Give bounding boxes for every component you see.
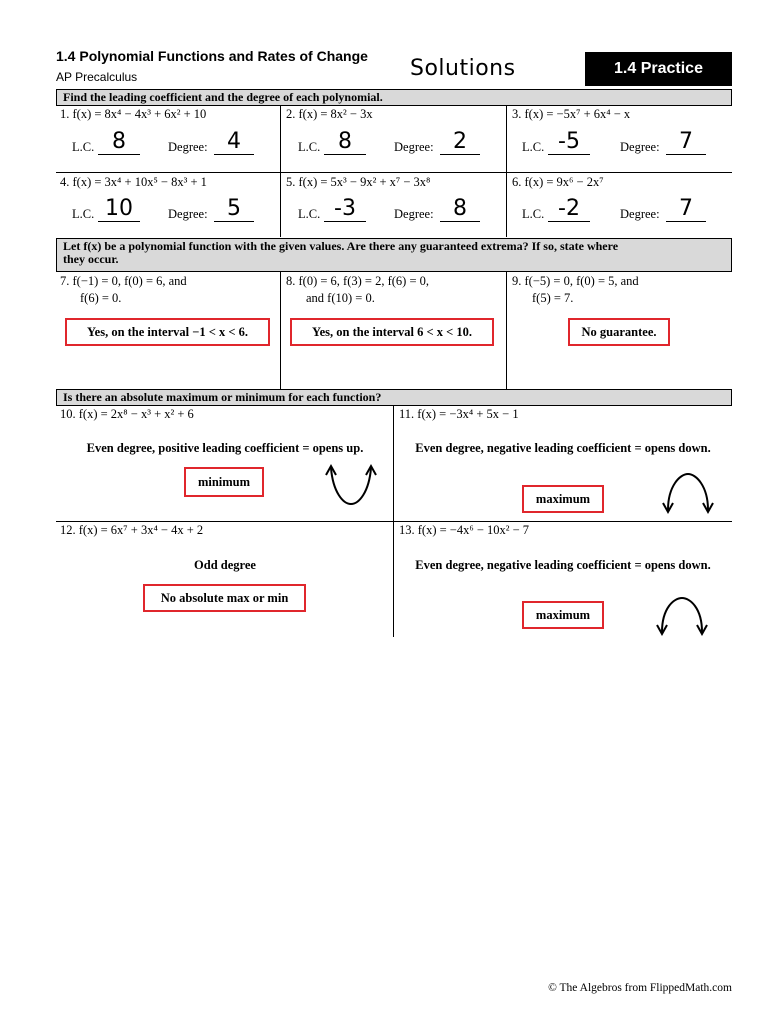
problem-12: 12. f(x) = 6x⁷ + 3x⁴ − 4x + 2 [60,523,204,537]
problem-1: 1. f(x) = 8x⁴ − 4x³ + 6x² + 10 [60,107,207,121]
reasoning-note: Odd degree [194,558,256,572]
problem-4: 4. f(x) = 3x⁴ + 10x⁵ − 8x³ + 1 [60,175,207,189]
lc-answer: -2 [548,197,590,222]
answer-box: No guarantee. [568,318,670,346]
degree-answer: 7 [666,130,706,155]
degree-answer: 8 [440,197,480,222]
section3-instruction: Is there an absolute maximum or minimum for each function? [56,389,732,406]
section2-instruction [56,238,732,272]
practice-badge: 1.4 Practice [585,52,732,86]
problem-10: 10. f(x) = 2x⁸ − x³ + x² + 6 [60,407,194,421]
degree-answer: 5 [214,197,254,222]
reasoning-note: Even degree, negative leading coefficient = opens down. [415,441,711,455]
problem-6: 6. f(x) = 9x⁶ − 2x⁷ [512,175,604,189]
problem-5: 5. f(x) = 5x³ − 9x² + x⁷ − 3x⁸ [286,175,431,189]
lc-answer: 8 [324,130,366,155]
section2-instruction-line1: Let f(x) be a polynomial function with the given values. Are there any guaranteed extrema? If so, state where [63,239,619,253]
lc-label: L.C. [72,207,95,221]
degree-label: Degree: [394,140,434,154]
divider [280,272,281,389]
lc-answer: -5 [548,130,590,155]
opens-up-arrow-icon [325,462,377,508]
lc-answer: -3 [324,197,366,222]
lc-label: L.C. [298,207,321,221]
opens-down-arrow-icon [660,470,716,516]
lc-label: L.C. [522,140,545,154]
opens-down-arrow-icon [654,594,710,640]
answer-box: Yes, on the interval −1 < x < 6. [65,318,270,346]
section2-instruction-line2: they occur. [63,252,119,266]
lc-answer: 10 [98,197,140,222]
answer-box: minimum [184,467,264,497]
problem-3: 3. f(x) = −5x⁷ + 6x⁴ − x [512,107,631,121]
degree-label: Degree: [168,140,208,154]
divider [56,521,732,522]
answer-box: maximum [522,601,604,629]
problem-9-line1: 9. f(−5) = 0, f(0) = 5, and [512,274,639,288]
worksheet-title: 1.4 Polynomial Functions and Rates of Change [56,48,368,64]
degree-label: Degree: [620,207,660,221]
problem-13: 13. f(x) = −4x⁶ − 10x² − 7 [399,523,530,537]
divider [56,172,732,173]
section1-instruction: Find the leading coefficient and the degree of each polynomial. [56,89,732,106]
divider [506,272,507,389]
reasoning-note: Even degree, positive leading coefficient = opens up. [86,441,364,455]
degree-answer: 2 [440,130,480,155]
lc-label: L.C. [72,140,95,154]
reasoning-note: Even degree, negative leading coefficient = opens down. [415,558,711,572]
answer-box: Yes, on the interval 6 < x < 10. [290,318,494,346]
problem-11: 11. f(x) = −3x⁴ + 5x − 1 [399,407,519,421]
degree-label: Degree: [168,207,208,221]
solutions-handwritten: Solutions [410,56,516,81]
problem-7-line1: 7. f(−1) = 0, f(0) = 6, and [60,274,187,288]
lc-answer: 8 [98,130,140,155]
problem-9-line2: f(5) = 7. [532,291,574,305]
problem-8-line2: and f(10) = 0. [306,291,375,305]
course-name: AP Precalculus [56,70,138,84]
problem-8-line1: 8. f(0) = 6, f(3) = 2, f(6) = 0, [286,274,429,288]
lc-label: L.C. [522,207,545,221]
degree-label: Degree: [620,140,660,154]
answer-box: maximum [522,485,604,513]
problem-7-line2: f(6) = 0. [80,291,122,305]
copyright-footer: © The Algebros from FlippedMath.com [548,982,732,994]
answer-box: No absolute max or min [143,584,306,612]
degree-label: Degree: [394,207,434,221]
problem-2: 2. f(x) = 8x² − 3x [286,107,373,121]
lc-label: L.C. [298,140,321,154]
degree-answer: 4 [214,130,254,155]
degree-answer: 7 [666,197,706,222]
